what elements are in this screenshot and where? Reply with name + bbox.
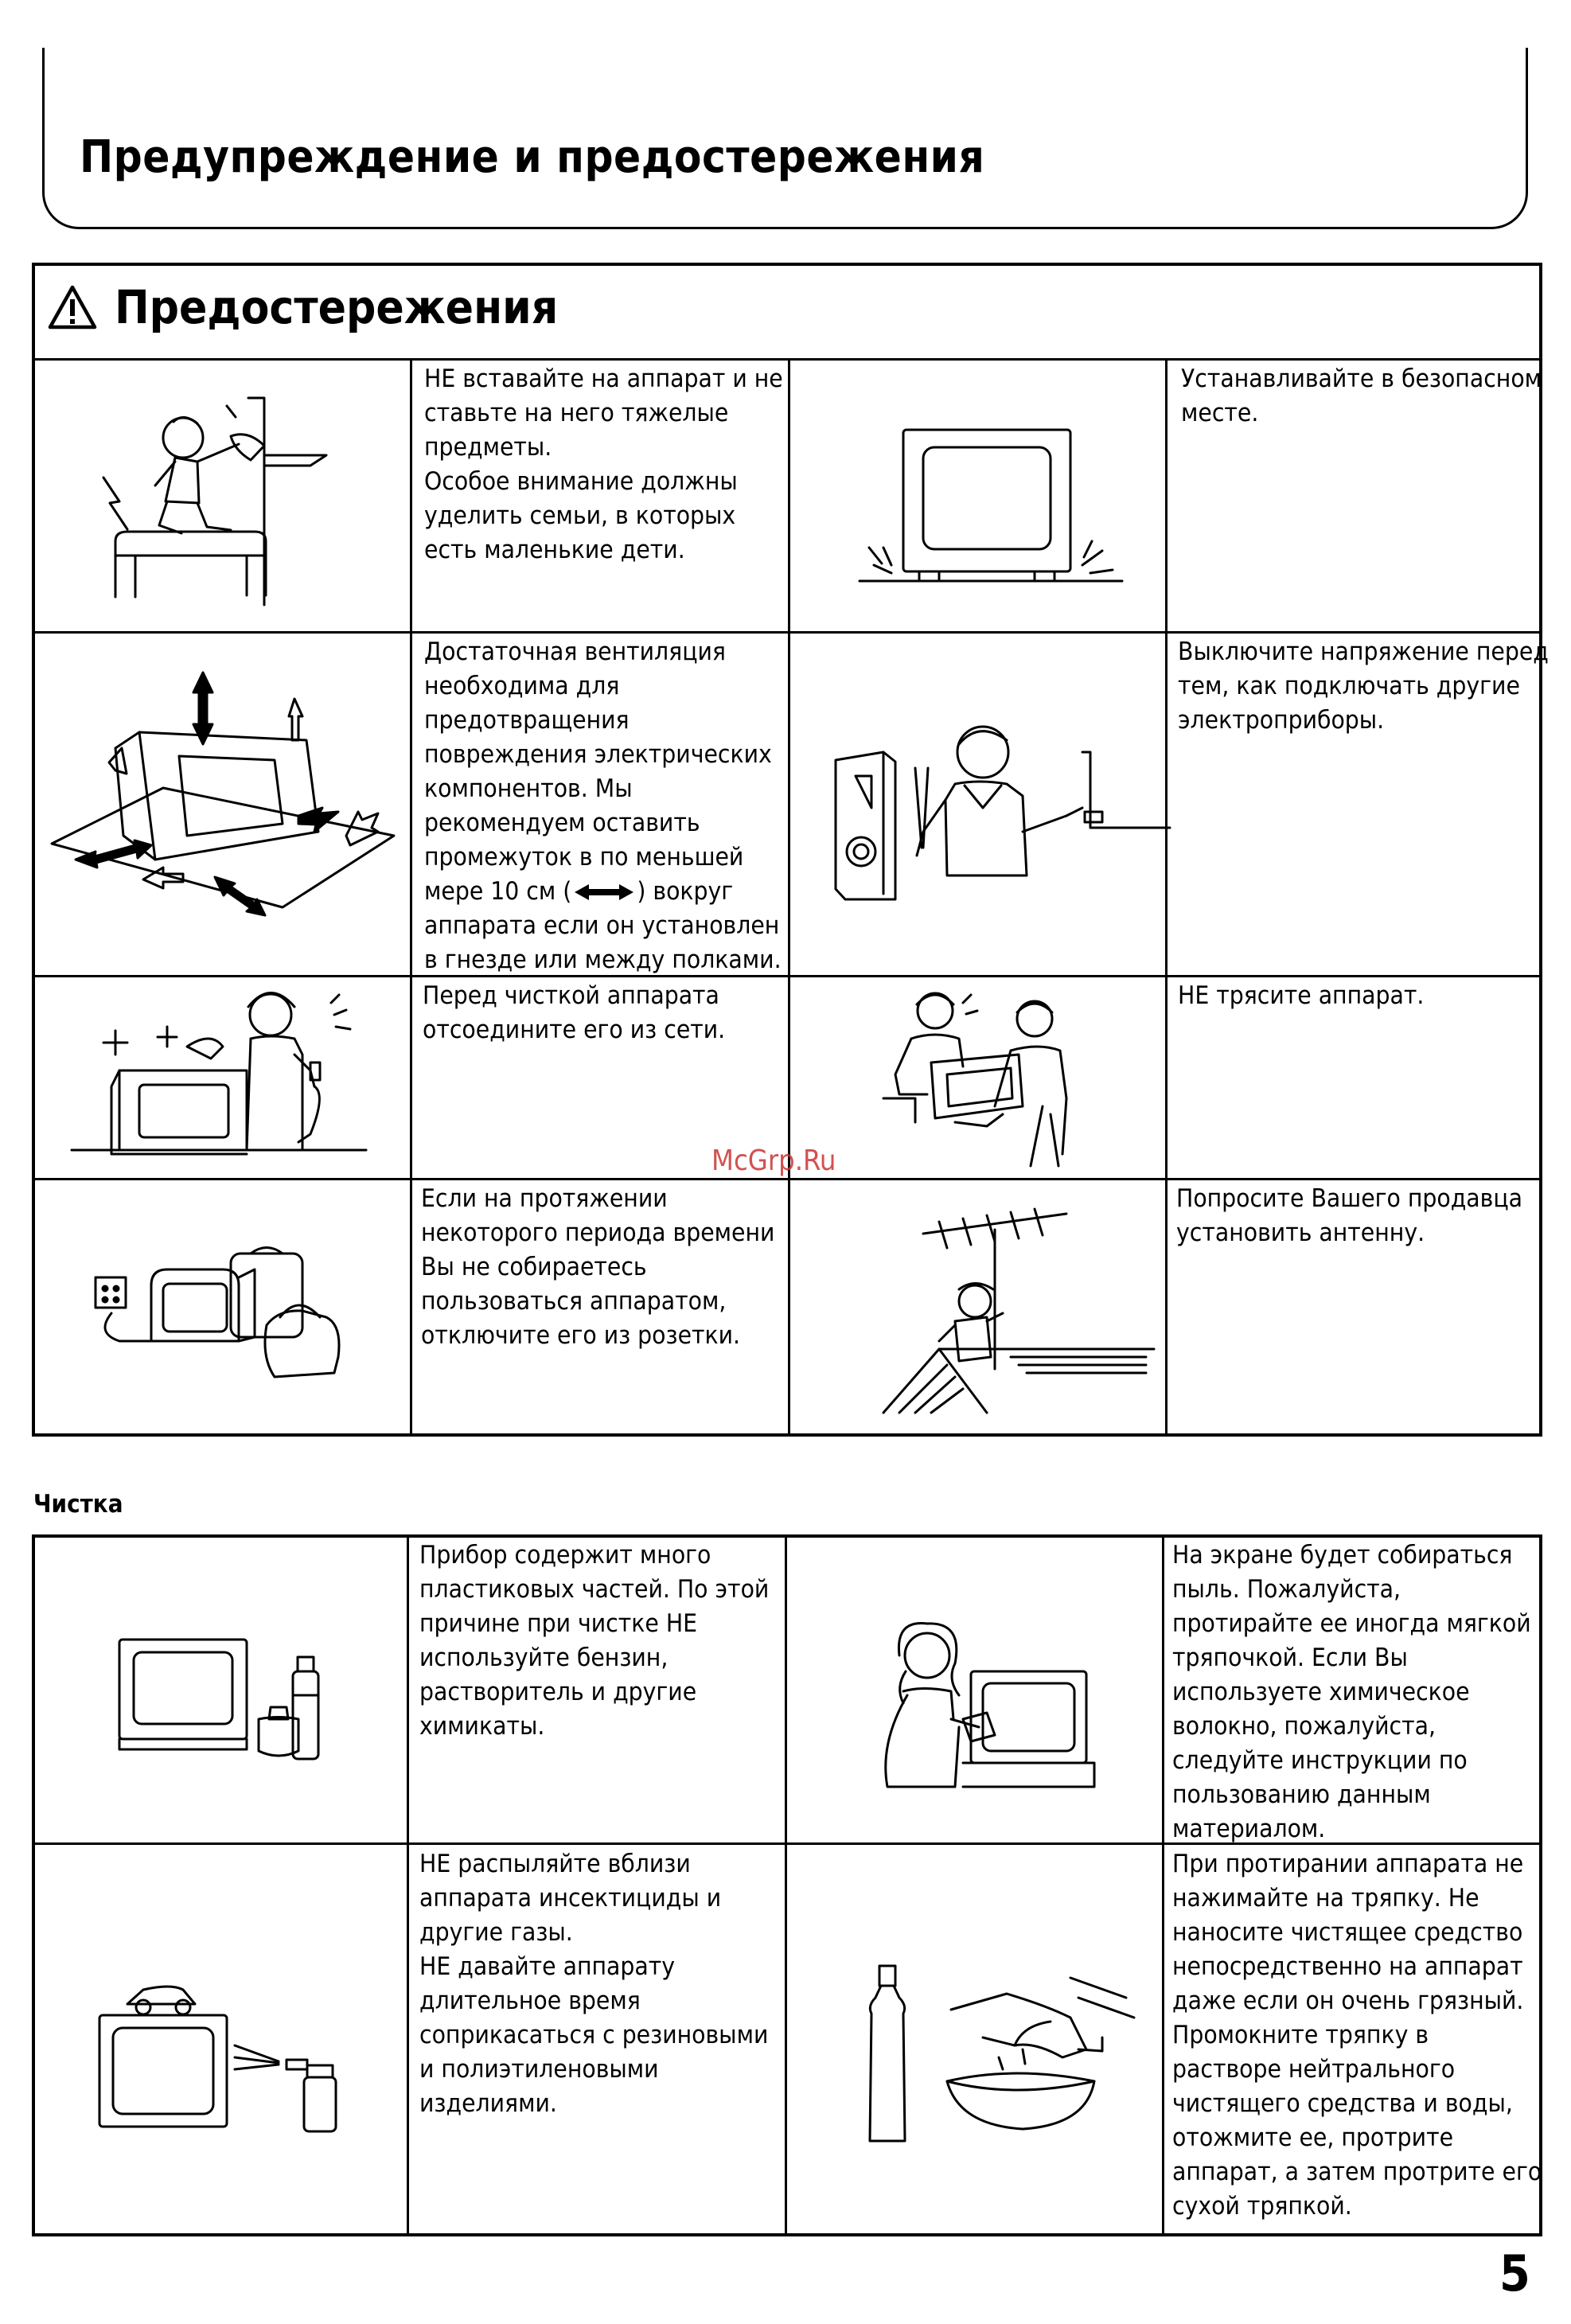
cleaning-text-1: Прибор содержит много пластиковых частей. По этой причине при чистке НЕ используйте бензин, растворитель и другие химикаты. xyxy=(419,1541,770,1741)
precaution-text-8: Попросите Вашего продавца установить антенну. xyxy=(1176,1184,1523,1247)
precaution-text-3 xyxy=(424,635,782,977)
cleaning-text-4: При протирании аппарата не нажимайте на тряпку. Не наносите чистящее средство непосредственно на аппарат даже если он очень грязный. Промокните тряпку в растворе нейтрального чистящего средства и воды, отожмите ее, протрите аппарат, а затем протрите его сухой тряпкой. xyxy=(1172,1850,1542,2221)
do-not-shake-illustration xyxy=(883,987,1098,1170)
divider xyxy=(785,1534,787,2236)
divider xyxy=(32,358,1542,361)
watermark: McGrp.Ru xyxy=(711,1144,836,1177)
precaution-text-4: Выключите напряжение перед тем, как подключать другие электроприборы. xyxy=(1178,638,1549,735)
divider xyxy=(1162,1534,1164,2236)
no-spray-illustration xyxy=(96,1966,366,2133)
divider xyxy=(32,975,1542,977)
precaution-text-7: Если на протяжении некоторого периода времени Вы не собираетесь пользоваться аппаратом, отключите его из розетки. xyxy=(421,1184,775,1350)
ventilation-clearance-illustration xyxy=(44,669,402,915)
precautions-title: Предостережения xyxy=(115,280,559,334)
no-solvents-illustration xyxy=(111,1624,350,1767)
precaution-text-1: НЕ вставайте на аппарат и не ставьте на него тяжелые предметы. Особое внимание должны уделить семьи, в которых есть маленькие дети. xyxy=(424,365,783,564)
warning-triangle-icon xyxy=(48,285,97,329)
child-on-tv-illustration xyxy=(80,382,350,613)
cleaning-text-3: НЕ распыляйте вблизи аппарата инсектициды и другие газы. НЕ давайте аппарату длительное время соприкасаться с резиновыми и полиэтиленовыми изделиями. xyxy=(419,1850,769,2118)
long-absence-unplug-illustration xyxy=(72,1238,374,1397)
cleaning-heading: Чистка xyxy=(33,1490,123,1519)
cleaning-unplug-illustration xyxy=(72,983,374,1166)
precaution-text-5: Перед чисткой аппарата отсоедините его из сети. xyxy=(423,981,726,1044)
double-arrow-icon xyxy=(573,883,635,902)
dampen-cloth-illustration xyxy=(863,1962,1158,2153)
tv-safe-place-illustration xyxy=(836,414,1138,597)
page-title: Предупреждение и предостережения xyxy=(80,131,985,183)
unplug-before-connecting-illustration xyxy=(828,720,1170,903)
wipe-screen-illustration xyxy=(860,1608,1098,1799)
precaution-text-6: НЕ трясите аппарат. xyxy=(1178,981,1425,1010)
page-number: 5 xyxy=(1499,2244,1530,2303)
divider xyxy=(788,358,790,1437)
divider xyxy=(32,631,1542,634)
precaution-text-2: Устанавливайте в безопасном месте. xyxy=(1181,365,1542,427)
precautions-heading xyxy=(48,280,558,334)
precaution-text-3b: ) вокруг аппарата если он установлен в гнезде или между полками. xyxy=(424,877,782,974)
divider xyxy=(32,1178,1542,1180)
divider xyxy=(407,1534,409,2236)
divider xyxy=(410,358,412,1437)
antenna-installation-illustration xyxy=(875,1210,1154,1425)
precaution-text-3a: Достаточная вентиляция необходима для предотвращения повреждения электрических компонентов. Мы рекомендуем оставить промежуток в по меньшей мере 10 см ( xyxy=(424,638,772,906)
cleaning-text-2: На экране будет собираться пыль. Пожалуйста, протирайте ее иногда мягкой тряпочкой. Если Вы используете химическое волокно, пожалуйста, следуйте инструкции по пользованию данным материалом. xyxy=(1172,1541,1531,1843)
